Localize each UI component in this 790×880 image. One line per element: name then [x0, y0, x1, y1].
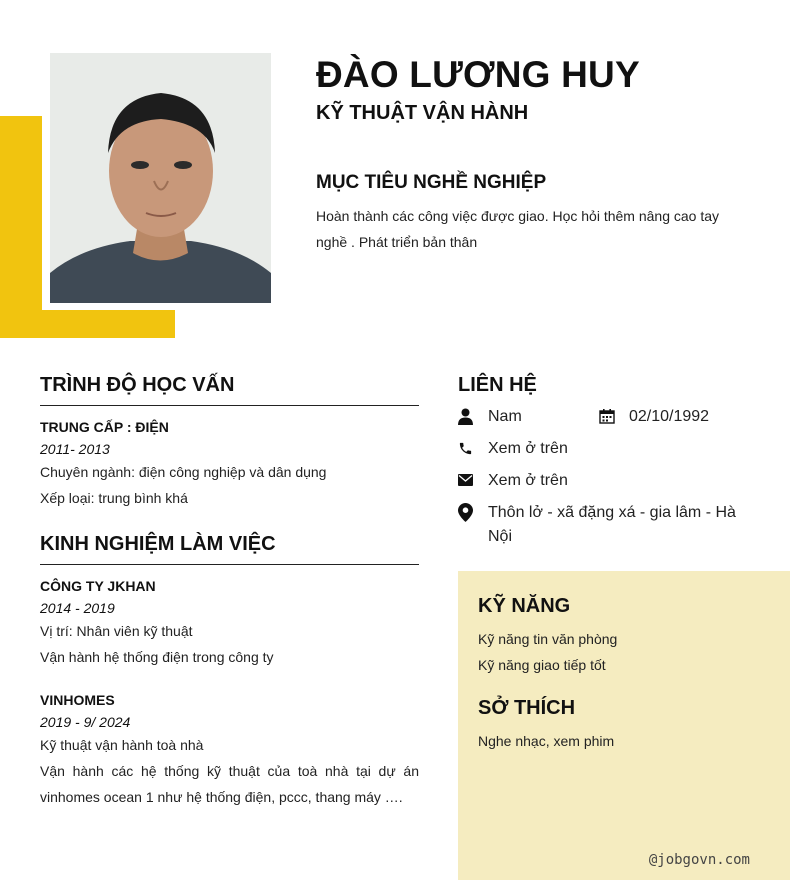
hobbies-text: Nghe nhạc, xem phim	[478, 733, 615, 749]
job-detail: Vận hành hệ thống điện trong công ty	[40, 649, 274, 665]
job-title: KỸ THUẬT VẬN HÀNH	[316, 102, 529, 124]
candidate-name: ĐÀO LƯƠNG HUY	[316, 54, 640, 95]
education-dates: 2011- 2013	[40, 441, 110, 457]
phone-icon	[458, 437, 488, 459]
education-major: Chuyên ngành: điện công nghiệp và dân dụng	[40, 464, 327, 480]
calendar-icon	[599, 405, 629, 427]
contact-birthdate	[599, 405, 709, 429]
contact-email	[458, 469, 568, 493]
education-school: TRUNG CẤP : ĐIỆN	[40, 419, 169, 435]
education-section	[40, 374, 419, 511]
experience-heading: KINH NGHIỆM LÀM VIỆC	[40, 533, 419, 565]
job-dates: 2014 - 2019	[40, 600, 115, 616]
skill-item: Kỹ năng giao tiếp tốt	[478, 657, 606, 673]
job-company: VINHOMES	[40, 692, 115, 708]
job-company: CÔNG TY JKHAN	[40, 578, 156, 594]
hobbies-heading: SỞ THÍCH	[478, 697, 576, 719]
accent-block-horizontal	[0, 310, 175, 338]
watermark: @jobgovn.com	[648, 852, 750, 868]
gender-value: Nam	[488, 408, 522, 425]
education-heading: TRÌNH ĐỘ HỌC VẤN	[40, 374, 419, 406]
phone-value: Xem ở trên	[488, 440, 568, 457]
objective-text: Hoàn thành các công việc được giao. Học hỏi thêm nâng cao tay nghề . Phát triển bản thân	[316, 208, 720, 250]
skill-item: Kỹ năng tin văn phòng	[478, 631, 618, 647]
contact-address	[458, 501, 748, 549]
birthdate-value: 02/10/1992	[629, 408, 710, 425]
email-icon	[458, 469, 488, 491]
person-icon	[458, 405, 488, 427]
objective-heading: MỤC TIÊU NGHỀ NGHIỆP	[316, 172, 547, 193]
job-detail: Vị trí: Nhân viên kỹ thuật	[40, 623, 193, 639]
education-grade: Xếp loại: trung bình khá	[40, 490, 188, 506]
job-detail: Vận hành các hệ thống kỹ thuật của toà nhà tại dự án vinhomes ocean 1 như hệ thống điện, pccc, thang máy ….	[40, 763, 419, 805]
contact-heading: LIÊN HỆ	[458, 374, 537, 396]
experience-section	[40, 533, 419, 810]
job-dates: 2019 - 9/ 2024	[40, 714, 131, 730]
address-value: Thôn lở - xã đặng xá - gia lâm - Hà Nội	[488, 504, 736, 545]
profile-photo	[50, 53, 271, 303]
contact-gender	[458, 405, 522, 429]
job-detail: Kỹ thuật vận hành toà nhà	[40, 737, 204, 753]
skills-panel	[458, 571, 790, 880]
email-value: Xem ở trên	[488, 472, 568, 489]
accent-block-vertical	[0, 116, 42, 338]
contact-phone	[458, 437, 568, 461]
skills-heading: KỸ NĂNG	[478, 595, 571, 617]
location-pin-icon	[458, 501, 488, 523]
